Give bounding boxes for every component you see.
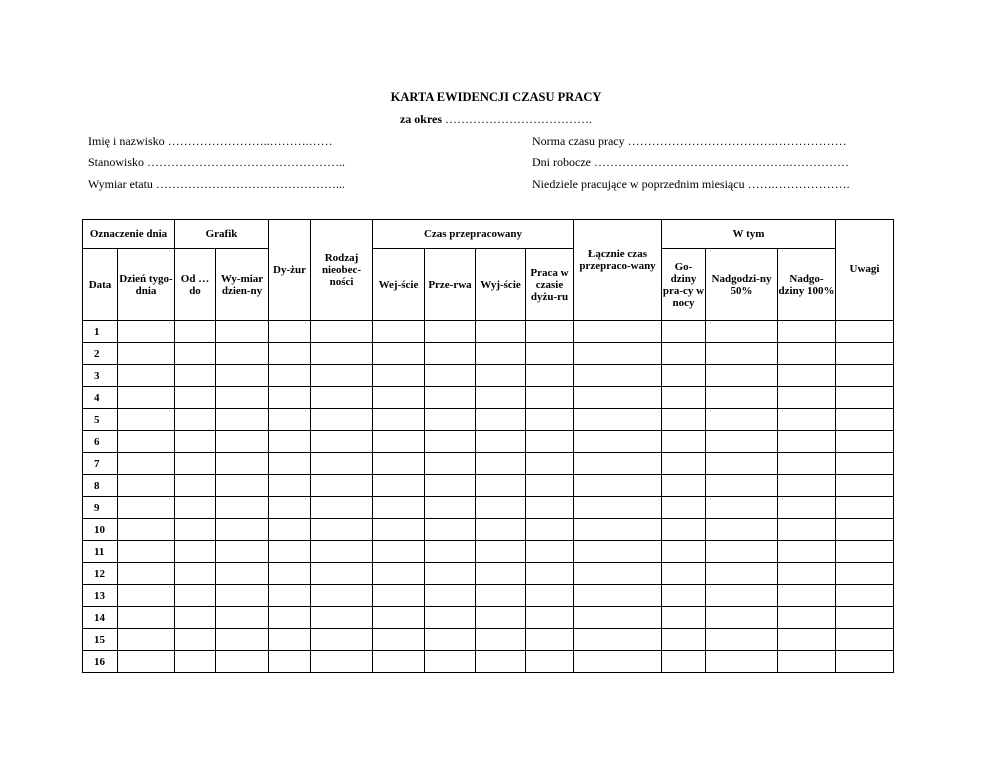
table-cell[interactable] [118,629,175,651]
table-cell[interactable] [574,453,662,475]
table-cell[interactable] [836,563,894,585]
table-cell[interactable] [118,365,175,387]
table-cell[interactable] [373,651,425,673]
table-cell[interactable] [836,409,894,431]
table-cell[interactable] [778,629,836,651]
table-cell[interactable] [175,343,216,365]
period-line [0,112,992,127]
table-row [83,519,894,541]
table-cell[interactable] [778,651,836,673]
document-title: KARTA EWIDENCJI CZASU PRACY [390,90,602,104]
group-oznaczenie-dnia: Oznaczenie dnia [83,220,175,249]
table-cell[interactable] [311,585,373,607]
table-cell[interactable] [476,629,526,651]
table-cell[interactable] [526,343,574,365]
col-lacznie-czas: Łącznie czas przepraco-wany [574,220,662,321]
table-cell[interactable] [476,563,526,585]
period-dots: ………………………………. [445,112,593,126]
table-cell[interactable] [662,497,706,519]
table-cell[interactable] [662,475,706,497]
row-number: 14 [83,607,118,629]
table-cell[interactable] [216,365,269,387]
table-cell[interactable] [216,387,269,409]
table-cell[interactable] [706,365,778,387]
row-number: 6 [83,431,118,453]
table-row [83,585,894,607]
table-cell[interactable] [425,321,476,343]
table-cell[interactable] [373,343,425,365]
table-cell[interactable] [425,519,476,541]
table-cell[interactable] [216,541,269,563]
table-cell[interactable] [216,409,269,431]
table-cell[interactable] [118,453,175,475]
table-cell[interactable] [311,497,373,519]
row-number: 11 [83,541,118,563]
table-cell[interactable] [373,409,425,431]
table-cell[interactable] [373,431,425,453]
table-cell[interactable] [269,431,311,453]
field-dots: ……………………..……….…… [167,134,333,148]
field-dni-robocze [532,155,849,170]
table-cell[interactable] [778,387,836,409]
table-cell[interactable] [706,409,778,431]
period-label: za okres [399,112,443,126]
table-cell[interactable] [836,519,894,541]
table-cell[interactable] [269,607,311,629]
table-cell[interactable] [373,607,425,629]
table-cell[interactable] [311,387,373,409]
table-cell[interactable] [662,563,706,585]
table-cell[interactable] [425,629,476,651]
table-cell[interactable] [425,475,476,497]
table-cell[interactable] [778,475,836,497]
row-number: 12 [83,563,118,585]
table-cell[interactable] [216,651,269,673]
table-row [83,343,894,365]
table-cell[interactable] [526,629,574,651]
table-cell[interactable] [216,563,269,585]
table-cell[interactable] [836,431,894,453]
table-cell[interactable] [311,431,373,453]
table-cell[interactable] [778,343,836,365]
row-number: 3 [83,365,118,387]
table-cell[interactable] [175,629,216,651]
table-cell[interactable] [373,629,425,651]
col-wymiar-dzienny: Wy-miar dzien-ny [216,249,269,321]
table-cell[interactable] [574,585,662,607]
row-number: 8 [83,475,118,497]
table-cell[interactable] [476,519,526,541]
table-cell[interactable] [706,431,778,453]
table-cell[interactable] [662,343,706,365]
table-cell[interactable] [574,651,662,673]
table-cell[interactable] [778,607,836,629]
col-od-do: Od …do [175,249,216,321]
time-record-table [82,219,894,673]
table-cell[interactable] [425,651,476,673]
table-cell[interactable] [778,541,836,563]
table-cell[interactable] [476,475,526,497]
table-cell[interactable] [269,651,311,673]
table-cell[interactable] [175,321,216,343]
col-data: Data [83,249,118,321]
field-dots: ………………………………………... [155,177,345,191]
table-cell[interactable] [476,409,526,431]
table-cell[interactable] [662,519,706,541]
table-row [83,365,894,387]
table-row [83,651,894,673]
table-cell[interactable] [662,629,706,651]
row-number: 15 [83,629,118,651]
table-cell[interactable] [175,607,216,629]
table-cell[interactable] [311,365,373,387]
field-dots: …….………………. [747,177,850,191]
row-number: 1 [83,321,118,343]
table-cell[interactable] [269,365,311,387]
table-cell[interactable] [118,321,175,343]
table-cell[interactable] [269,387,311,409]
table-row [83,475,894,497]
table-cell[interactable] [175,431,216,453]
col-wejscie: Wej-ście [373,249,425,321]
table-cell[interactable] [574,541,662,563]
table-cell[interactable] [836,343,894,365]
table-row [83,629,894,651]
table-cell[interactable] [425,541,476,563]
table-cell[interactable] [662,541,706,563]
table-cell[interactable] [311,321,373,343]
table-cell[interactable] [216,343,269,365]
col-dyzur: Dy-żur [269,220,311,321]
table-cell[interactable] [662,387,706,409]
table-row [83,453,894,475]
table-cell[interactable] [836,541,894,563]
field-norma-czasu [532,134,847,149]
table-cell[interactable] [662,431,706,453]
field-niedziele [532,177,850,192]
table-row [83,321,894,343]
table-row [83,563,894,585]
table-cell[interactable] [526,475,574,497]
table-cell[interactable] [175,453,216,475]
table-cell[interactable] [706,651,778,673]
table-cell[interactable] [311,607,373,629]
table-cell[interactable] [526,321,574,343]
table-cell[interactable] [706,343,778,365]
table-cell[interactable] [216,497,269,519]
col-praca-w-czasie-dyzuru: Praca w czasie dyżu-ru [526,249,574,321]
table-cell[interactable] [269,541,311,563]
table-cell[interactable] [476,541,526,563]
table-cell[interactable] [311,519,373,541]
table-cell[interactable] [526,563,574,585]
table-cell[interactable] [836,387,894,409]
table-row [83,387,894,409]
table-cell[interactable] [476,321,526,343]
table-cell[interactable] [425,563,476,585]
table-cell[interactable] [706,585,778,607]
table-cell[interactable] [216,585,269,607]
table-cell[interactable] [175,475,216,497]
table-cell[interactable] [574,607,662,629]
table-cell[interactable] [778,453,836,475]
table-cell[interactable] [526,453,574,475]
table-cell[interactable] [216,629,269,651]
table-cell[interactable] [425,365,476,387]
table-cell[interactable] [175,387,216,409]
table-cell[interactable] [526,651,574,673]
table-cell[interactable] [175,563,216,585]
table-cell[interactable] [778,365,836,387]
table-row [83,607,894,629]
table-cell[interactable] [836,585,894,607]
table-cell[interactable] [836,321,894,343]
row-number: 9 [83,497,118,519]
table-cell[interactable] [574,563,662,585]
table-cell[interactable] [118,409,175,431]
table-cell[interactable] [706,453,778,475]
col-przerwa: Prze-rwa [425,249,476,321]
table-cell[interactable] [373,541,425,563]
table-cell[interactable] [574,497,662,519]
table-cell[interactable] [526,409,574,431]
table-cell[interactable] [425,585,476,607]
table-cell[interactable] [216,453,269,475]
table-cell[interactable] [526,497,574,519]
table-cell[interactable] [706,629,778,651]
table-cell[interactable] [373,321,425,343]
table-cell[interactable] [269,585,311,607]
table-cell[interactable] [216,321,269,343]
table-row [83,431,894,453]
col-godziny-pracy-w-nocy: Go-dziny pra-cy w nocy [662,249,706,321]
table-cell[interactable] [311,409,373,431]
table-cell[interactable] [662,321,706,343]
table-cell[interactable] [269,629,311,651]
table-cell[interactable] [836,453,894,475]
table-cell[interactable] [425,607,476,629]
table-cell[interactable] [118,387,175,409]
table-cell[interactable] [373,563,425,585]
table-cell[interactable] [526,585,574,607]
table-cell[interactable] [118,651,175,673]
table-cell[interactable] [425,387,476,409]
table-cell[interactable] [269,519,311,541]
table-cell[interactable] [836,629,894,651]
table-cell[interactable] [118,563,175,585]
table-cell[interactable] [574,409,662,431]
table-cell[interactable] [269,343,311,365]
table-cell[interactable] [662,453,706,475]
field-dots: ………………………………………….…………… [593,155,849,169]
table-cell[interactable] [526,365,574,387]
table-cell[interactable] [311,343,373,365]
field-label: Wymiar etatu [88,177,153,191]
field-label: Dni robocze [532,155,591,169]
table-cell[interactable] [574,343,662,365]
field-label: Imię i nazwisko [88,134,165,148]
table-cell[interactable] [476,387,526,409]
table-cell[interactable] [373,365,425,387]
row-number: 10 [83,519,118,541]
table-cell[interactable] [778,585,836,607]
table-cell[interactable] [574,431,662,453]
table-cell[interactable] [526,431,574,453]
field-label: Norma czasu pracy [532,134,625,148]
col-rodzaj-nieobecnosci: Rodzaj nieobec-ności [311,220,373,321]
table-cell[interactable] [526,519,574,541]
table-cell[interactable] [836,651,894,673]
col-nadgodziny-50: Nadgodzi-ny 50% [706,249,778,321]
field-label: Stanowisko [88,155,145,169]
table-row [83,541,894,563]
table-cell[interactable] [574,475,662,497]
table-cell[interactable] [175,519,216,541]
table-cell[interactable] [662,585,706,607]
table-cell[interactable] [311,629,373,651]
table-cell[interactable] [662,607,706,629]
table-cell[interactable] [269,563,311,585]
table-cell[interactable] [836,475,894,497]
table-cell[interactable] [269,321,311,343]
table-cell[interactable] [706,387,778,409]
field-imie-nazwisko [88,134,333,149]
table-cell[interactable] [476,343,526,365]
table-cell[interactable] [373,585,425,607]
table-cell[interactable] [269,497,311,519]
table-cell[interactable] [662,651,706,673]
table-cell[interactable] [778,321,836,343]
table-cell[interactable] [175,409,216,431]
group-grafik: Grafik [175,220,269,249]
table-cell[interactable] [706,563,778,585]
table-cell[interactable] [118,607,175,629]
table-cell[interactable] [425,431,476,453]
table-cell[interactable] [425,343,476,365]
table-cell[interactable] [269,409,311,431]
table-body [83,321,894,673]
table-cell[interactable] [778,409,836,431]
table-cell[interactable] [526,607,574,629]
table-cell[interactable] [662,365,706,387]
table-cell[interactable] [476,585,526,607]
table-cell[interactable] [778,519,836,541]
table-cell[interactable] [373,519,425,541]
table-cell[interactable] [778,563,836,585]
table-cell[interactable] [216,607,269,629]
table-cell[interactable] [118,431,175,453]
table-cell[interactable] [476,453,526,475]
table-cell[interactable] [526,387,574,409]
table-cell[interactable] [425,497,476,519]
table-cell[interactable] [706,607,778,629]
table-cell[interactable] [425,409,476,431]
table-cell[interactable] [373,497,425,519]
table-cell[interactable] [476,365,526,387]
table-cell[interactable] [706,321,778,343]
group-w-tym: W tym [662,220,836,249]
table-cell[interactable] [574,629,662,651]
table-cell[interactable] [662,409,706,431]
table-cell[interactable] [311,453,373,475]
table-cell[interactable] [118,343,175,365]
row-number: 5 [83,409,118,431]
col-uwagi: Uwagi [836,220,894,321]
table-cell[interactable] [778,431,836,453]
col-dzien-tygodnia: Dzień tygo-dnia [118,249,175,321]
table-cell[interactable] [526,541,574,563]
table-cell[interactable] [373,453,425,475]
table-cell[interactable] [836,365,894,387]
field-stanowisko [88,155,345,170]
row-number: 7 [83,453,118,475]
col-nadgodziny-100: Nadgo-dziny 100% [778,249,836,321]
table-cell[interactable] [574,387,662,409]
table-cell[interactable] [216,475,269,497]
table-cell[interactable] [175,585,216,607]
group-czas-przepracowany: Czas przepracowany [373,220,574,249]
table-cell[interactable] [175,541,216,563]
table-cell[interactable] [175,651,216,673]
field-dots: ………………………………………….. [147,155,346,169]
row-number: 16 [83,651,118,673]
table-cell[interactable] [373,475,425,497]
table-cell[interactable] [836,607,894,629]
table-cell[interactable] [175,497,216,519]
table-cell[interactable] [476,607,526,629]
table-cell[interactable] [706,497,778,519]
field-dots: ……………………………….……………… [627,134,847,148]
table-cell[interactable] [706,475,778,497]
table-cell[interactable] [311,475,373,497]
col-wyjscie: Wyj-ście [476,249,526,321]
table-cell[interactable] [836,497,894,519]
table-cell[interactable] [778,497,836,519]
row-number: 2 [83,343,118,365]
table-cell[interactable] [118,519,175,541]
table-cell[interactable] [216,431,269,453]
table-row [83,497,894,519]
table-row [83,409,894,431]
table-cell[interactable] [476,497,526,519]
table-cell[interactable] [425,453,476,475]
field-wymiar-etatu [88,177,345,192]
table-cell[interactable] [574,321,662,343]
table-cell[interactable] [175,365,216,387]
table-cell[interactable] [118,541,175,563]
table-cell[interactable] [574,365,662,387]
table-cell[interactable] [574,519,662,541]
table-cell[interactable] [269,453,311,475]
table-cell[interactable] [476,431,526,453]
table-cell[interactable] [269,475,311,497]
row-number: 4 [83,387,118,409]
table-cell[interactable] [706,541,778,563]
table-cell[interactable] [118,585,175,607]
table-cell[interactable] [311,541,373,563]
table-cell[interactable] [216,519,269,541]
row-number: 13 [83,585,118,607]
table-cell[interactable] [373,387,425,409]
table-cell[interactable] [311,651,373,673]
field-label: Niedziele pracujące w poprzednim miesiącu [532,177,745,191]
table-cell[interactable] [118,475,175,497]
table-cell[interactable] [118,497,175,519]
table-cell[interactable] [476,651,526,673]
table-cell[interactable] [706,519,778,541]
table-cell[interactable] [311,563,373,585]
